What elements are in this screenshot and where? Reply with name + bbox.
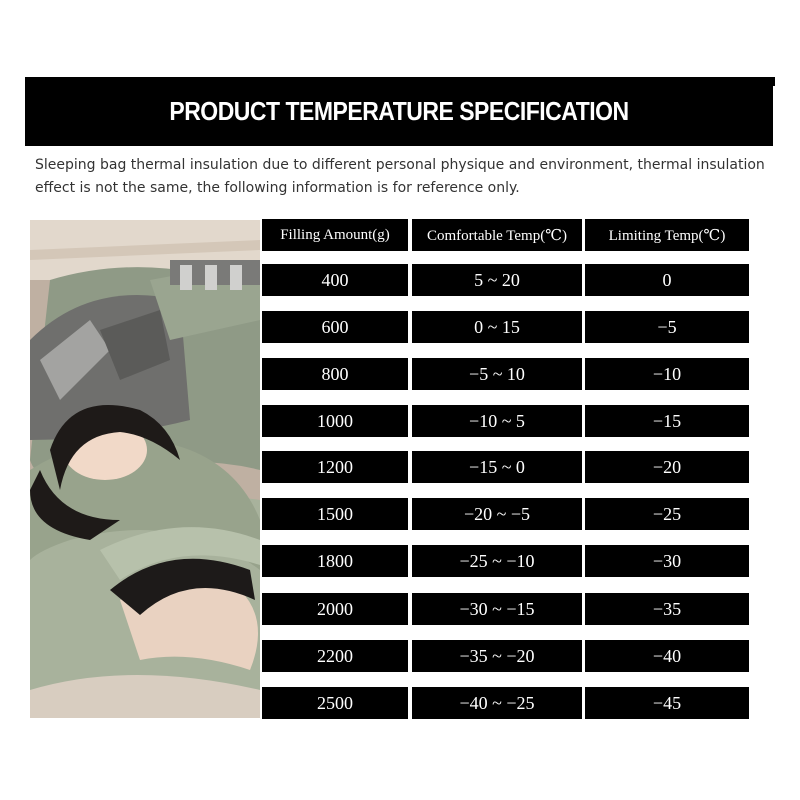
table-cell-filling-amount: 2500 bbox=[262, 687, 408, 719]
table-cell-comfortable-temp: −10 ~ 5 bbox=[412, 405, 582, 437]
table-cell-limiting-temp: −5 bbox=[585, 311, 749, 343]
table-cell-filling-amount: 1200 bbox=[262, 451, 408, 483]
table-cell-limiting-temp: −35 bbox=[585, 593, 749, 625]
table-cell-filling-amount: 1000 bbox=[262, 405, 408, 437]
product-photo bbox=[30, 220, 260, 718]
table-cell-limiting-temp: −10 bbox=[585, 358, 749, 390]
table-cell-comfortable-temp: −40 ~ −25 bbox=[412, 687, 582, 719]
table-cell-limiting-temp: 0 bbox=[585, 264, 749, 296]
table-cell-filling-amount: 1800 bbox=[262, 545, 408, 577]
table-cell-filling-amount: 2200 bbox=[262, 640, 408, 672]
column-header-filling-amount: Filling Amount(g) bbox=[262, 219, 408, 251]
column-header-limiting-temp: Limiting Temp(℃) bbox=[585, 219, 749, 251]
table-cell-comfortable-temp: 5 ~ 20 bbox=[412, 264, 582, 296]
table-cell-limiting-temp: −30 bbox=[585, 545, 749, 577]
table-cell-comfortable-temp: −20 ~ −5 bbox=[412, 498, 582, 530]
table-cell-filling-amount: 800 bbox=[262, 358, 408, 390]
table-cell-comfortable-temp: −30 ~ −15 bbox=[412, 593, 582, 625]
table-cell-filling-amount: 1500 bbox=[262, 498, 408, 530]
table-cell-limiting-temp: −20 bbox=[585, 451, 749, 483]
page-title: PRODUCT TEMPERATURE SPECIFICATION bbox=[169, 96, 629, 126]
table-cell-limiting-temp: −40 bbox=[585, 640, 749, 672]
table-cell-filling-amount: 600 bbox=[262, 311, 408, 343]
table-cell-filling-amount: 400 bbox=[262, 264, 408, 296]
table-cell-comfortable-temp: −35 ~ −20 bbox=[412, 640, 582, 672]
table-cell-comfortable-temp: 0 ~ 15 bbox=[412, 311, 582, 343]
corner-mark bbox=[773, 77, 775, 86]
header-banner bbox=[25, 77, 773, 146]
column-header-comfortable-temp: Comfortable Temp(℃) bbox=[412, 219, 582, 251]
disclaimer-text: Sleeping bag thermal insulation due to different personal physique and environment, thermal insulation effect is not the same, the following information is for reference only. bbox=[35, 157, 765, 196]
table-cell-limiting-temp: −15 bbox=[585, 405, 749, 437]
table-cell-limiting-temp: −25 bbox=[585, 498, 749, 530]
table-cell-comfortable-temp: −25 ~ −10 bbox=[412, 545, 582, 577]
table-cell-comfortable-temp: −15 ~ 0 bbox=[412, 451, 582, 483]
table-cell-filling-amount: 2000 bbox=[262, 593, 408, 625]
couple-in-sleeping-bags-illustration bbox=[30, 220, 260, 718]
table-cell-limiting-temp: −45 bbox=[585, 687, 749, 719]
table-cell-comfortable-temp: −5 ~ 10 bbox=[412, 358, 582, 390]
